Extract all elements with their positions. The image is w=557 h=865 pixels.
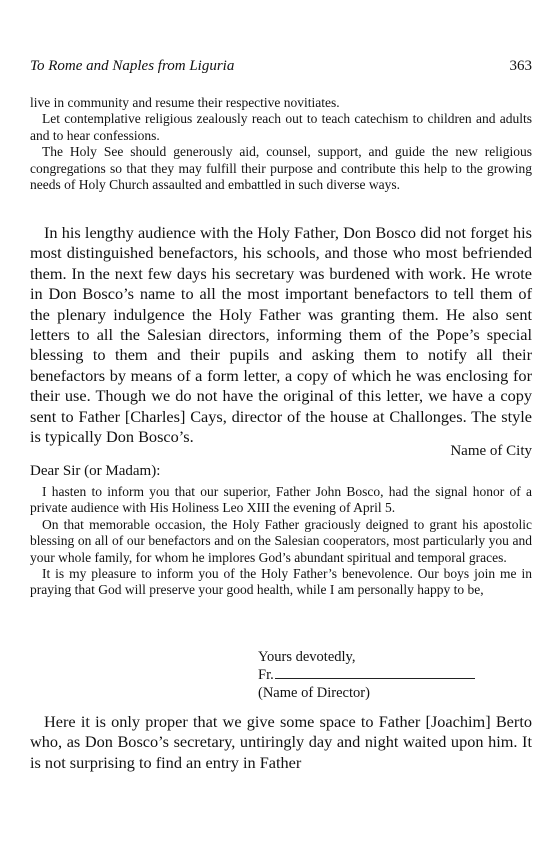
- body-paragraph: In his lengthy audience with the Holy Father, Don Bosco did not forget his most distinguished benefactors, his schools, and those who most befriended them. In the next few days his secretary was burdened with work. He wrote in Don Bosco’s name to all the most important benefactors to tell them of the plenary indulgence the Holy Father was granting them. He also sent letters to all the Salesian directors, informing them of the Pope’s special blessing to them and their pupils and asking them to notify all their benefactors by means of a form letter, a copy of which he was enclosing for their use. Though we do not have the original of this letter, we have a copy sent to Father [Charles] Cays, director of the house at Challonges. The style is typically Don Bosco’s.: [30, 223, 532, 447]
- body-paragraph: Here it is only proper that we give some space to Father [Joachim] Berto who, as Don Bosco’s secretary, untiringly day and night waited upon him. It is not surprising to find an entry in Father: [30, 712, 532, 772]
- running-title: To Rome and Naples from Liguria: [30, 58, 235, 74]
- body-paragraph-1-block: [30, 223, 532, 447]
- body-paragraph-2-block: [30, 712, 532, 773]
- letter-body: [30, 484, 532, 599]
- signature-blank: [275, 667, 475, 679]
- list-continuation: [30, 95, 532, 193]
- list-item: Let contemplative religious zealously reach out to teach catechism to children and adults and to hear confessions.: [30, 111, 532, 143]
- signature-line: [258, 666, 475, 684]
- list-item: The Holy See should generously aid, counsel, support, and guide the new religious congregations so that they may fulfill their purpose and contribute this help to the growing needs of Holy Church assaulted and embattled in such diverse ways.: [30, 144, 532, 193]
- list-item: live in community and resume their respective novitiates.: [30, 95, 340, 110]
- letter-paragraph: It is my pleasure to inform you of the Holy Father’s benevolence. Our boys join me in praying that God will preserve your good health, while I am personally happy to be,: [30, 566, 532, 598]
- letter-city: Name of City: [450, 443, 532, 459]
- letter-paragraph: On that memorable occasion, the Holy Father graciously deigned to grant his apostolic blessing on all of our benefactors and on the Salesian cooperators, most particularly you and your whole family, for whom he implores God’s abundant spiritual and temporal graces.: [30, 516, 532, 565]
- page-number: 363: [509, 58, 532, 74]
- letter-paragraph: I hasten to inform you that our superior, Father John Bosco, had the signal honor of a private audience with His Holiness Leo XIII the evening of April 5.: [30, 484, 532, 516]
- signature-prefix: Fr.: [258, 667, 274, 683]
- letter-closing: Yours devotedly,: [258, 649, 356, 665]
- running-head: [30, 58, 532, 78]
- letter-salutation: Dear Sir (or Madam):: [30, 463, 161, 479]
- letter-closing-block: [258, 648, 475, 702]
- signature-note: (Name of Director): [258, 685, 370, 701]
